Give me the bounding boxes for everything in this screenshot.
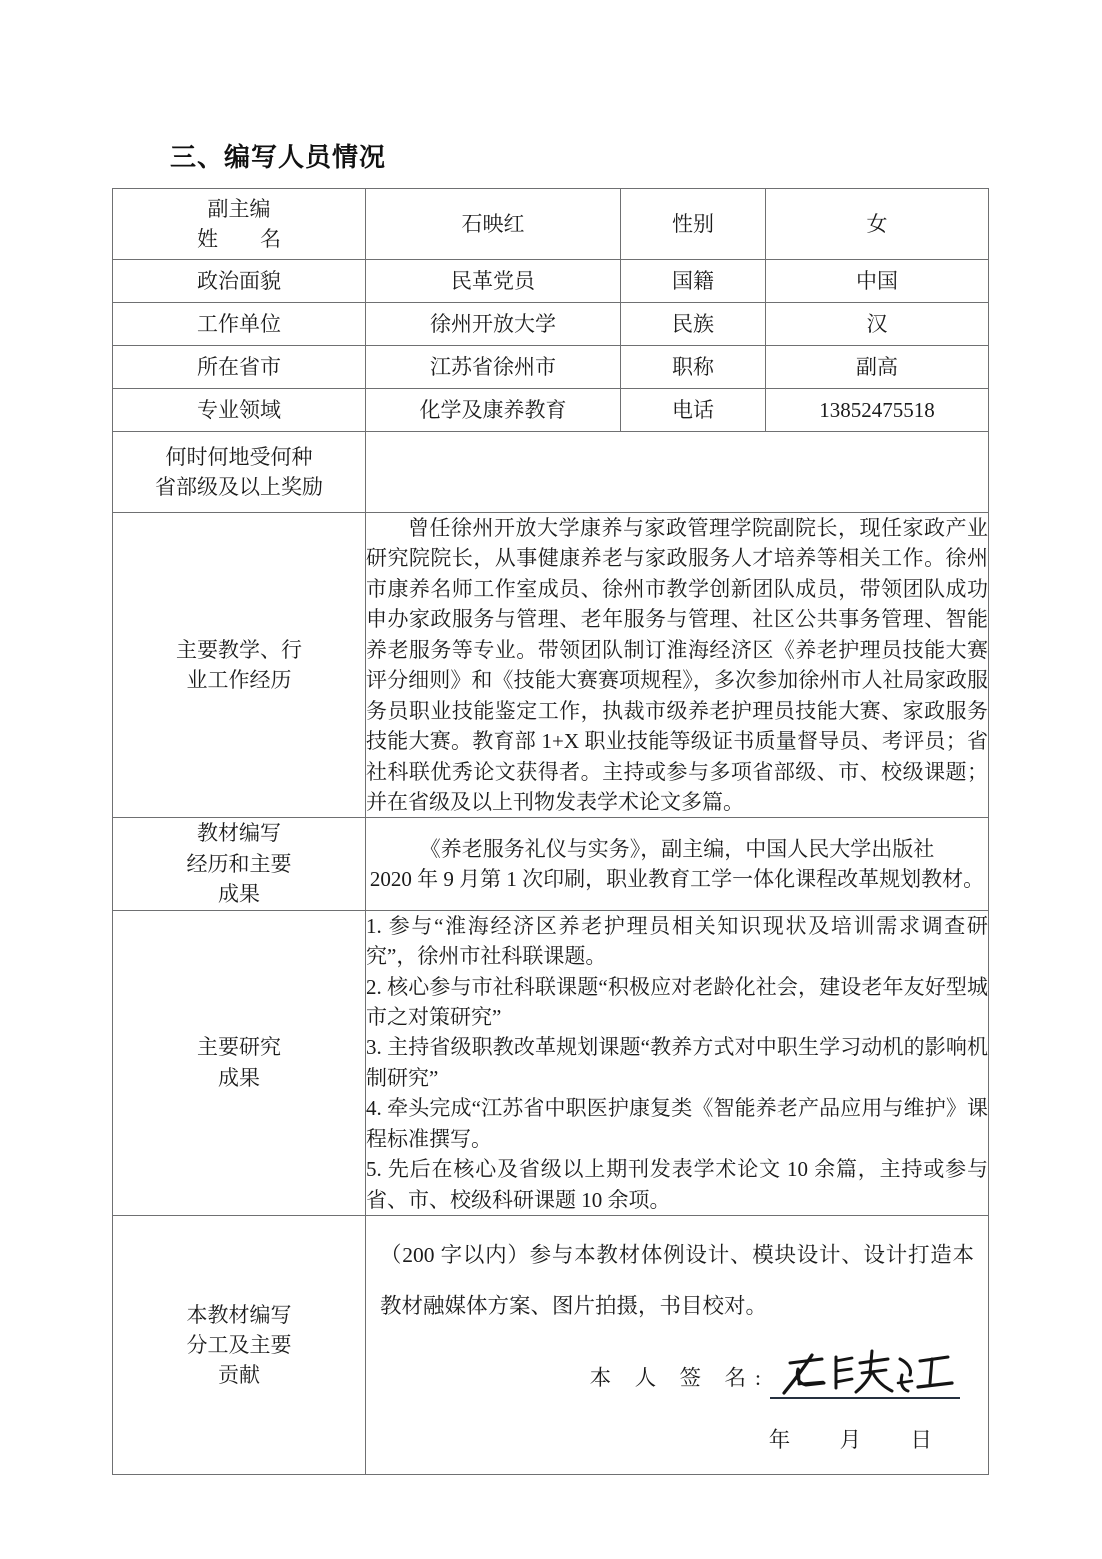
row-label-nationality: 国籍 [621,260,766,303]
row-label-teaching-experience [113,513,366,818]
label-line-2: 分工及主要 [186,1332,292,1357]
cell-political-status-value: 民革党员 [366,260,621,303]
cell-contribution-content [366,1216,989,1475]
table-row [113,189,989,260]
table-row [113,1216,989,1475]
table-row [113,432,989,513]
label-line-2: 经历和主要 [186,851,292,876]
row-label-province-city: 所在省市 [113,346,366,389]
label-line-3: 成果 [218,882,260,907]
table-row [113,818,989,910]
cell-name-value: 石映红 [366,189,621,260]
table-row [113,303,989,346]
cell-specialty-field-value: 化学及康养教育 [366,389,621,432]
row-label-political-status: 政治面貌 [113,260,366,303]
label-line-1: 主要教学、行 [176,637,302,662]
row-label-research-results [113,910,366,1215]
row-label-deputy-editor-name [113,189,366,260]
handwritten-signature [776,1343,956,1401]
table-row [113,346,989,389]
label-line-3: 贡献 [218,1363,260,1388]
textbook-line-2: 2020 年 9 月第 1 次印刷，职业教育工学一体化课程改革规划教材。 [369,867,985,892]
cell-ethnicity-value: 汉 [766,303,989,346]
label-line-1: 教材编写 [197,821,281,846]
row-label-gender: 性别 [621,189,766,260]
row-label-professional-title: 职称 [621,346,766,389]
label-line-2: 业工作经历 [186,668,292,693]
cell-province-city-value: 江苏省徐州市 [366,346,621,389]
cell-awards-value [366,432,989,513]
list-item: 1. 参与“淮海经济区养老护理员相关知识现状及培训需求调查研究”，徐州市社科联课题。 [366,913,988,969]
cell-gender-value: 女 [766,189,989,260]
date-day-label: 日 [910,1428,932,1453]
table-row [113,513,989,818]
cell-textbook-experience-text [366,818,989,910]
row-label-textbook-experience [113,818,366,910]
table-row [113,260,989,303]
signature-row [366,1349,988,1411]
label-line-1: 主要研究 [197,1035,281,1060]
row-label-phone: 电话 [621,389,766,432]
row-label-ethnicity: 民族 [621,303,766,346]
row-label-work-unit: 工作单位 [113,303,366,346]
row-label-awards [113,432,366,513]
label-line-2: 省部级及以上奖励 [155,475,323,499]
row-label-specialty-field: 专业领域 [113,389,366,432]
list-item: 5. 先后在核心及省级以上期刊发表学术论文 10 余篇，主持或参与省、市、校级科研课题 10 余项。 [366,1157,988,1212]
author-information-table [112,188,989,1475]
label-line-1: 何时何地受何种 [165,444,313,469]
list-item: 3. 主持省级职教改革规划课题“教养方式对中职生学习动机的影响机制研究” [366,1035,988,1090]
signature-underline [770,1397,960,1399]
date-line [366,1411,988,1474]
date-year-label: 年 [768,1428,791,1453]
table-row [113,910,989,1215]
row-label-contribution [113,1216,366,1475]
list-item: 4. 牵头完成“江苏省中职医护康复类《智能养老产品应用与维护》课程标准撰写。 [366,1096,988,1151]
cell-research-results-list [366,910,989,1215]
table-row [113,389,989,432]
cell-nationality-value: 中国 [766,260,989,303]
date-month-label: 月 [839,1428,862,1453]
signature-label: 本 人 签 名: [589,1366,770,1391]
cell-phone-value: 13852475518 [766,389,989,432]
label-line-1: 副主编 [207,196,271,221]
list-item: 2. 核心参与市社科联课题“积极应对老龄化社会，建设老年友好型城市之对策研究” [366,974,988,1029]
textbook-line-1: 《养老服务礼仪与实务》，副主编，中国人民大学出版社 [419,836,935,861]
cell-work-unit-value: 徐州开放大学 [366,303,621,346]
cell-teaching-experience-text: 曾任徐州开放大学康养与家政管理学院副院长，现任家政产业研究院院长，从事健康养老与家政服务人才培养等相关工作。徐州市康养名师工作室成员、徐州市教学创新团队成员，带领团队成功申办家政服务与管理、老年服务与管理、社区公共事务管理、智能养老服务等专业。带领团队制订淮海经济区《养老护理员技能大赛评分细则》和《技能大赛赛项规程》，多次参加徐州市人社局家政服务员职业技能鉴定工作，执裁市级养老护理员技能大赛、家政服务技能大赛。教育部 1+X 职业技能等级证书质量督导员、考评员；省社科联优秀论文获得者。主持或参与多项省部级、市、校级课题；并在省级及以上刊物发表学术论文多篇。 [366,513,989,818]
cell-professional-title-value: 副高 [766,346,989,389]
label-line-2: 姓 名 [197,227,281,251]
contribution-text: （200 字以内）参与本教材体例设计、模块设计、设计打造本教材融媒体方案、图片拍摄，书目校对。 [380,1243,974,1318]
label-line-2: 成果 [218,1065,260,1090]
section-title: 三、编写人员情况 [170,142,387,172]
label-line-1: 本教材编写 [186,1302,292,1327]
